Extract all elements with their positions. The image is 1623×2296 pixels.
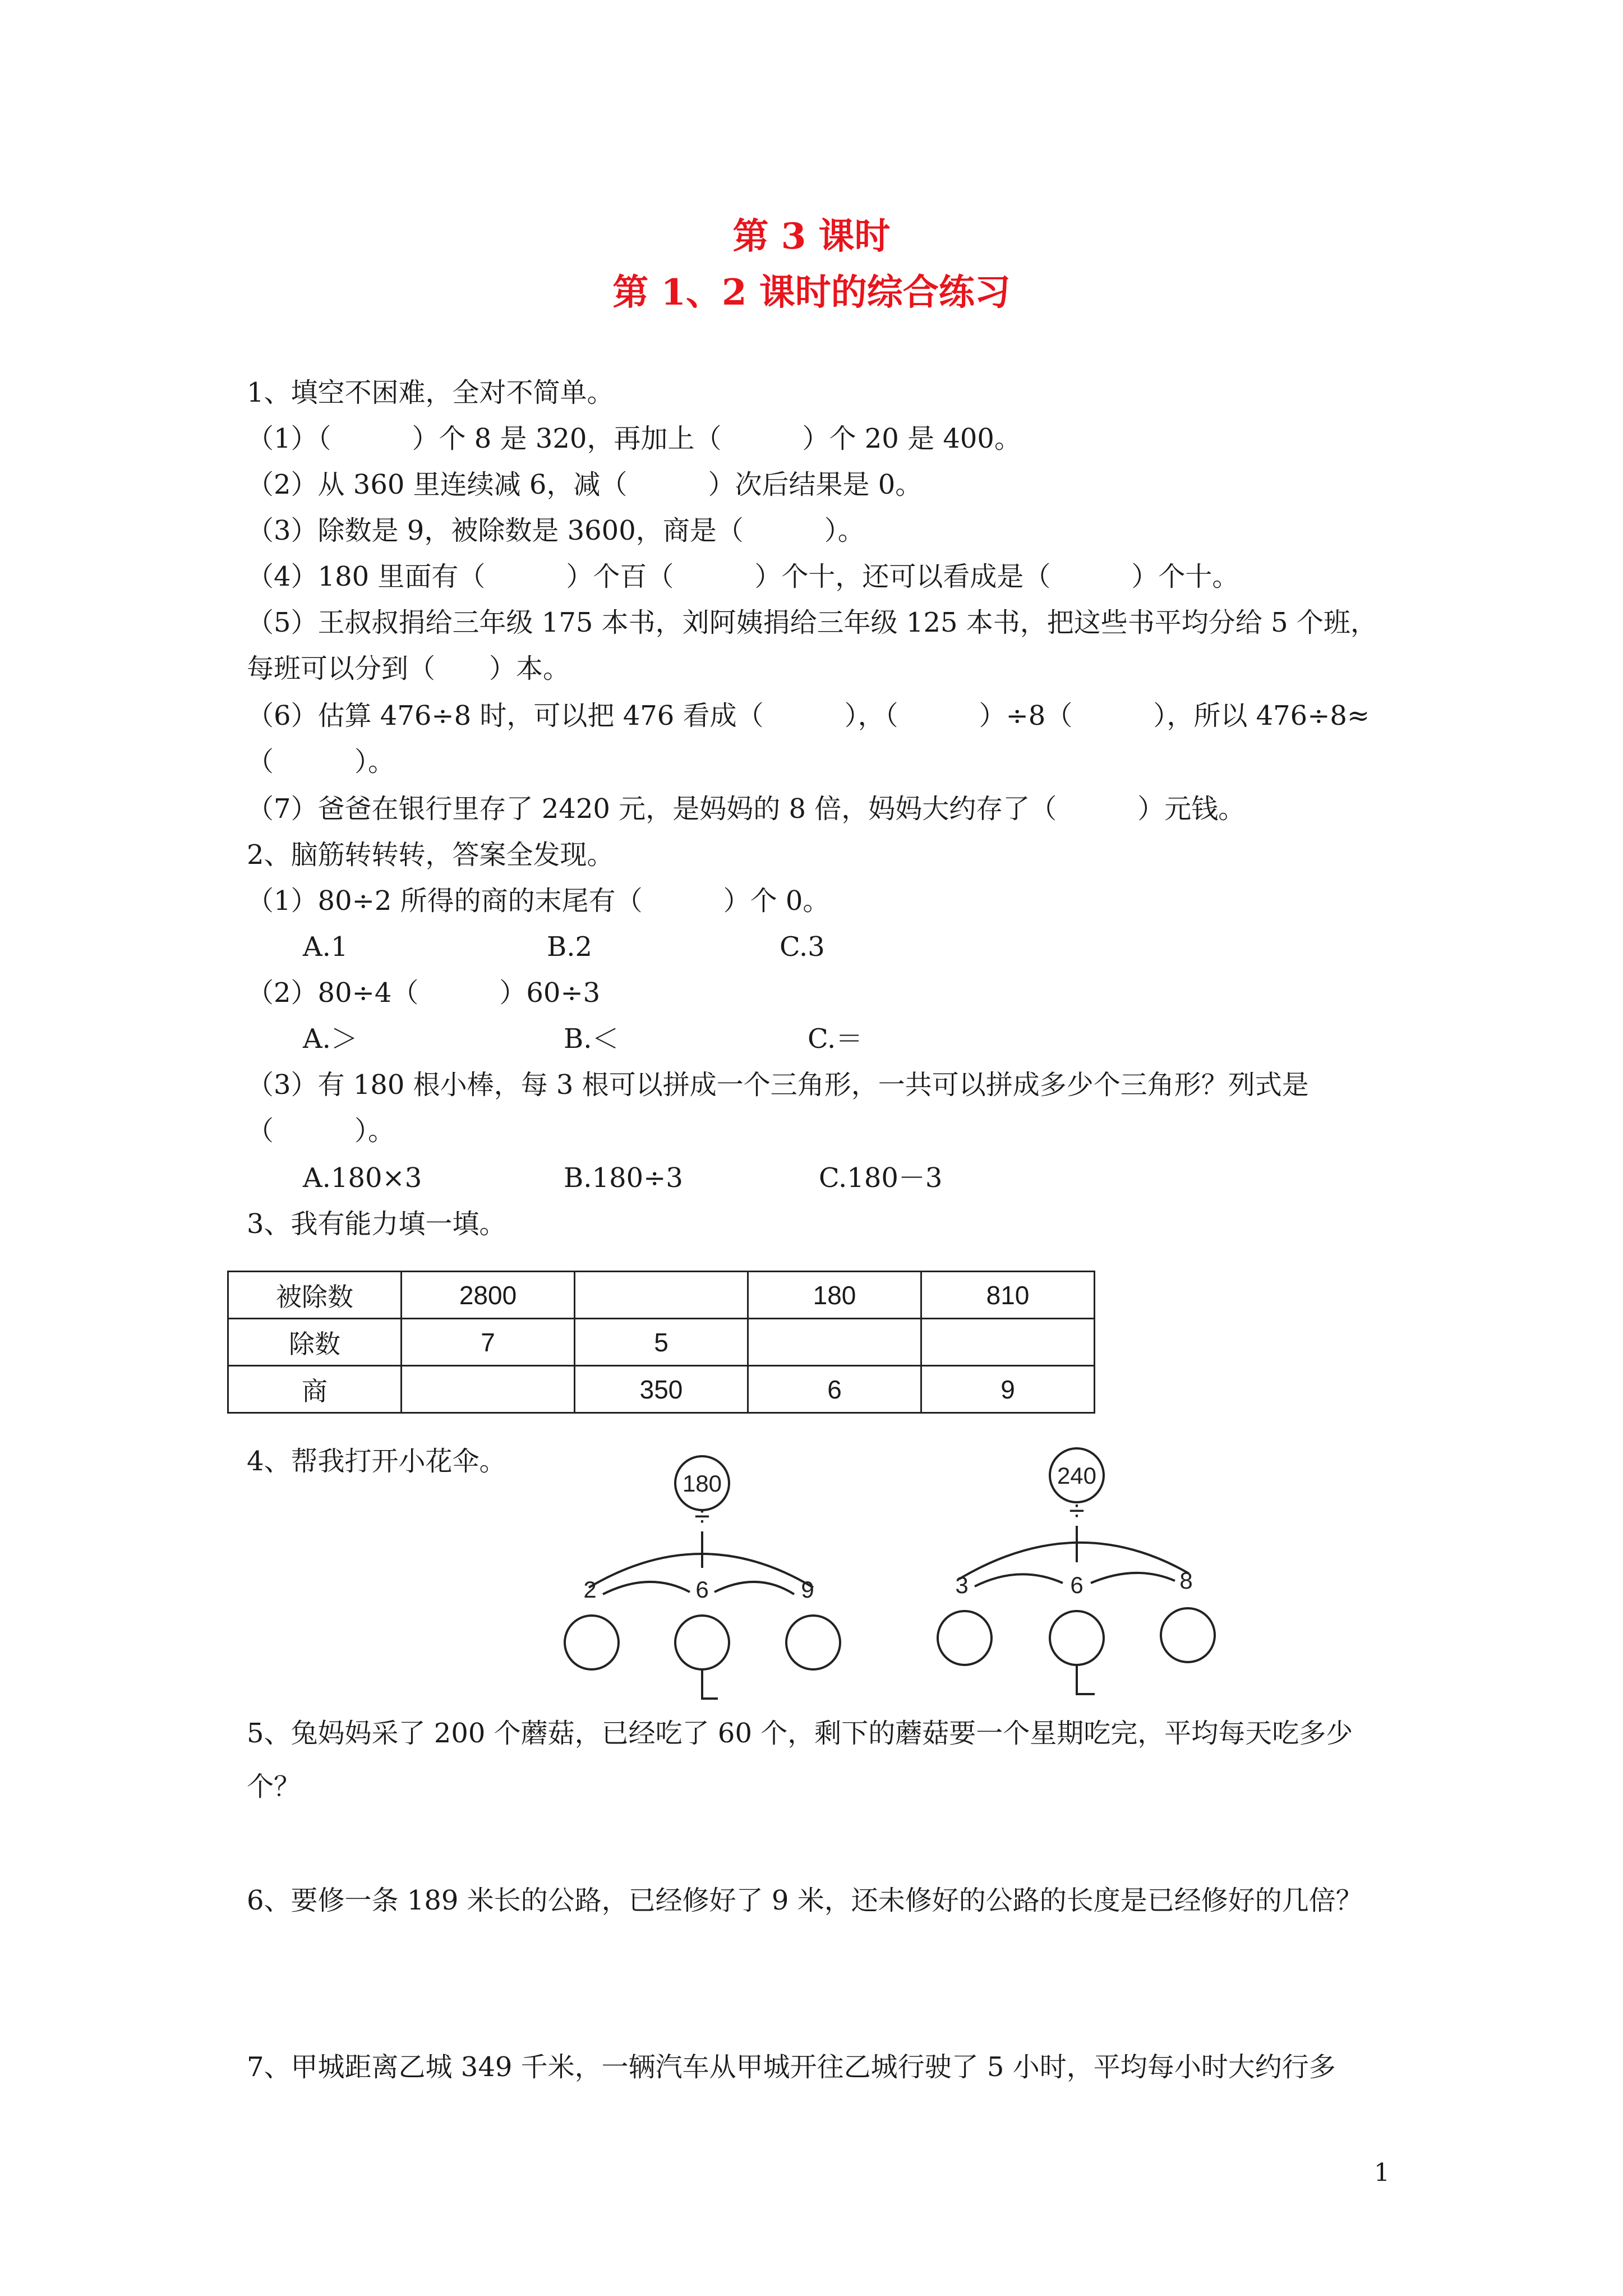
umbrella2-operator: ÷	[1069, 1495, 1085, 1526]
table-row	[228, 1272, 1095, 1319]
section2-q2: （2）80÷4（ ）60÷3	[247, 977, 601, 1009]
section2-heading: 2、脑筋转转转，答案全发现。	[247, 839, 614, 871]
section3-heading: 3、我有能力填一填。	[247, 1208, 506, 1240]
section1-item-6a: （6）估算 476÷8 时，可以把 476 看成（ ），（ ）÷8（ ），所以 476÷8≈	[247, 700, 1370, 731]
option-a: A.1	[303, 931, 348, 963]
section1-item-3: （3）除数是 9，被除数是 3600，商是（ ）。	[247, 515, 865, 546]
option-a: A.180×3	[303, 1162, 422, 1194]
umbrella2-divisor-3: 8	[1179, 1567, 1193, 1594]
table-cell: 5	[575, 1319, 748, 1366]
section5-line2: 个？	[247, 1771, 301, 1802]
section6-line1: 6、要修一条 189 米长的公路，已经修好了 9 米，还未修好的公路的长度是已经修好的几倍？	[247, 1885, 1363, 1916]
table-cell: 6	[748, 1366, 921, 1413]
table-cell: 7	[402, 1319, 575, 1366]
umbrella1-answer-circle-2[interactable]	[675, 1616, 729, 1669]
umbrella2-answer-circle-3[interactable]	[1161, 1608, 1215, 1662]
umbrella1-divisor-2: 6	[695, 1576, 709, 1603]
option-b: B.＜	[564, 1023, 619, 1055]
row-header: 被除数	[228, 1272, 402, 1319]
page-number: 1	[1374, 2159, 1390, 2187]
section1-item-4: （4）180 里面有（ ）个百（ ）个十，还可以看成是（ ）个十。	[247, 561, 1239, 592]
section5-line1: 5、兔妈妈采了 200 个蘑菇，已经吃了 60 个，剩下的蘑菇要一个星期吃完，平均每天吃多少	[247, 1718, 1353, 1749]
division-table	[227, 1271, 1095, 1414]
umbrella1-divisor-1: 2	[583, 1576, 597, 1603]
umbrella1-divisor-3: 9	[801, 1576, 814, 1603]
umbrella2-divisor-1: 3	[955, 1572, 969, 1598]
umbrella2-answer-circle-2[interactable]	[1050, 1611, 1104, 1665]
table-cell: 9	[921, 1366, 1095, 1413]
table-row	[228, 1319, 1095, 1366]
umbrella-diagrams	[555, 1436, 1239, 1705]
option-c: C.180－3	[819, 1162, 943, 1194]
option-c: C.3	[780, 931, 825, 963]
table-cell	[921, 1319, 1095, 1366]
section1-item-5a: （5）王叔叔捐给三年级 175 本书，刘阿姨捐给三年级 125 本书，把这些书平均分给 5 个班，	[247, 607, 1377, 638]
page-title: 第 3 课时	[732, 215, 891, 257]
section2-q1: （1）80÷2 所得的商的末尾有（ ）个 0。	[247, 885, 830, 917]
umbrella2-divisor-2: 6	[1070, 1572, 1083, 1598]
section2-q3-options	[0, 1161, 1623, 1195]
row-header: 商	[228, 1366, 402, 1413]
table-cell	[402, 1366, 575, 1413]
umbrella1-answer-circle-3[interactable]	[786, 1616, 840, 1669]
table-row	[228, 1366, 1095, 1413]
umbrella1-answer-circle-1[interactable]	[565, 1616, 619, 1669]
section4-heading: 4、帮我打开小花伞。	[247, 1446, 506, 1477]
section1-item-7: （7）爸爸在银行里存了 2420 元，是妈妈的 8 倍，妈妈大约存了（ ）元钱。	[247, 793, 1246, 825]
option-b: B.2	[547, 931, 593, 963]
umbrella2-top-value: 240	[1057, 1462, 1097, 1489]
section7-line1: 7、甲城距离乙城 349 千米，一辆汽车从甲城开往乙城行驶了 5 小时，平均每小时大约行多	[247, 2051, 1336, 2083]
umbrella1-top-value: 180	[682, 1470, 722, 1497]
section2-q3-line1: （3）有 180 根小棒，每 3 根可以拼成一个三角形，一共可以拼成多少个三角形？列式是	[247, 1069, 1309, 1101]
section1-item-5b: 每班可以分到（ ）本。	[247, 653, 570, 684]
section1-item-6b: （ ）。	[247, 746, 395, 777]
table-cell	[575, 1272, 748, 1319]
section1-item-2: （2）从 360 里连续减 6，减（ ）次后结果是 0。	[247, 469, 923, 500]
table-cell	[748, 1319, 921, 1366]
umbrella2-answer-circle-1[interactable]	[938, 1611, 992, 1665]
section1-heading: 1、填空不困难，全对不简单。	[247, 377, 614, 408]
option-a: A.＞	[303, 1023, 358, 1055]
table-cell: 2800	[402, 1272, 575, 1319]
option-b: B.180÷3	[564, 1162, 683, 1194]
page-subtitle: 第 1、2 课时的综合练习	[612, 272, 1011, 314]
table-cell: 180	[748, 1272, 921, 1319]
umbrella1-operator: ÷	[694, 1501, 710, 1532]
option-c: C.＝	[808, 1023, 863, 1055]
section2-q1-options	[0, 930, 1623, 964]
section2-q3-line2: （ ）。	[247, 1115, 395, 1147]
section1-item-1: （1）（ ）个 8 是 320，再加上（ ）个 20 是 400。	[247, 423, 1021, 454]
section2-q2-options	[0, 1022, 1623, 1056]
table-cell: 350	[575, 1366, 748, 1413]
row-header: 除数	[228, 1319, 402, 1366]
table-cell: 810	[921, 1272, 1095, 1319]
